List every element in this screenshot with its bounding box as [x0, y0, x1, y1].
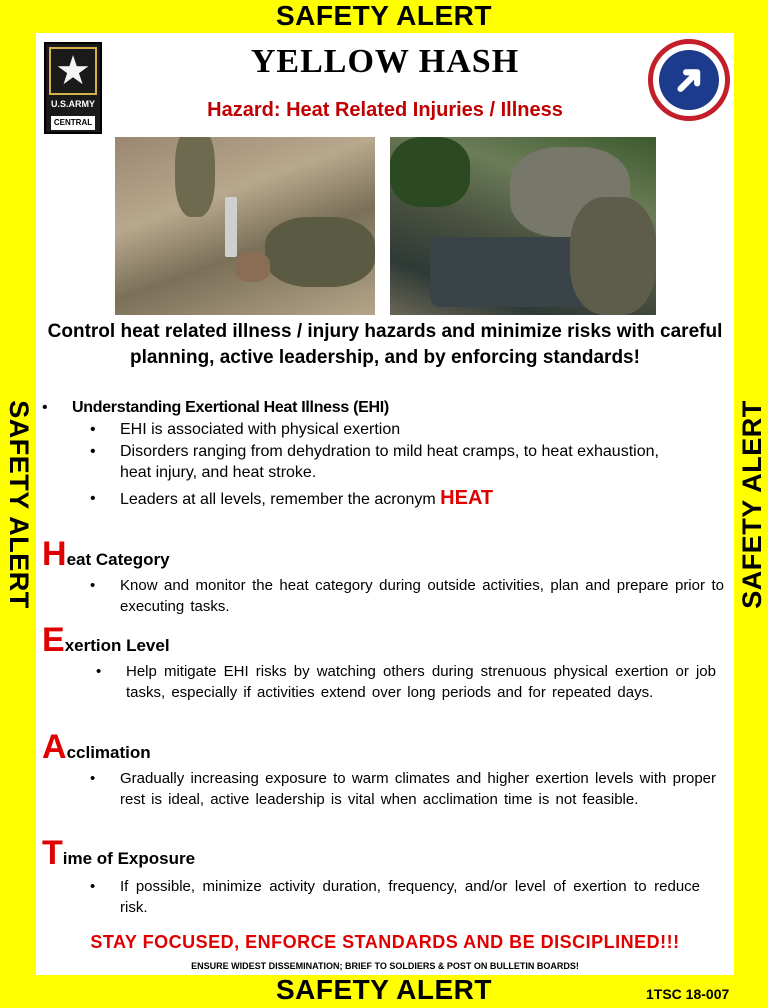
section-text-content: Help mitigate EHI risks by watching others during strenuous physical exertion or job tasks, especially if activities extend over long periods and for repeated days.: [126, 663, 716, 701]
bullet-icon: •: [96, 663, 102, 680]
bullet-icon: •: [90, 878, 96, 895]
footer-dissemination-note: ENSURE WIDEST DISSEMINATION; BRIEF TO SOLDIERS & POST ON BULLETIN BOARDS!: [191, 961, 579, 971]
heat-acronym: HEAT: [440, 487, 494, 509]
section-title: ime of Exposure: [62, 849, 196, 868]
arrow-icon: ➜: [659, 50, 719, 110]
section-letter: A: [42, 728, 67, 766]
hazard-subtitle: Hazard: Heat Related Injuries / Illness: [207, 99, 563, 121]
section-title: xertion Level: [64, 636, 170, 655]
bullet-icon: •: [90, 421, 96, 438]
bullet-icon: •: [90, 443, 96, 460]
footer-callout: STAY FOCUSED, ENFORCE STANDARDS AND BE DISCIPLINED!!!: [90, 932, 680, 952]
ehi-item-text: Disorders ranging from dehydration to mild heat cramps, to heat exhaustion, heat injury, and heat stroke.: [120, 443, 659, 481]
bullet-icon: •: [90, 770, 96, 787]
bullet-icon: •: [90, 577, 96, 594]
section-letter: E: [42, 621, 65, 659]
section-text: [90, 768, 716, 810]
ehi-item-text: Leaders at all levels, remember the acronym: [120, 491, 436, 508]
bottom-banner: SAFETY ALERT: [275, 974, 492, 1005]
section-letter: T: [42, 834, 63, 872]
army-star-icon: ★: [49, 47, 97, 95]
central-logo-text: CENTRAL: [51, 116, 95, 130]
section-letter: H: [42, 535, 67, 573]
section-heading-exertion-level: [42, 623, 170, 657]
ehi-item: [90, 487, 680, 510]
section-heading-time-of-exposure: [42, 836, 195, 870]
section-text-content: Gradually increasing exposure to warm climates and higher exertion levels with proper rest is ideal, active leadership is vital when acclimation time is not feasible.: [120, 770, 716, 808]
section-text: [96, 661, 716, 703]
ehi-item: [90, 441, 680, 483]
section-heading-heat-category: [42, 537, 170, 571]
lead-statement: Control heat related illness / injury hazards and minimize risks with careful planning, active leadership, and by enforcing standards!: [47, 321, 723, 368]
section-text-content: Know and monitor the heat category during outside activities, plan and prepare prior to executing tasks.: [120, 577, 724, 615]
section-title: eat Category: [66, 550, 170, 569]
bullet-icon: •: [42, 399, 48, 416]
section-text-content: If possible, minimize activity duration, frequency, and/or level of exertion to reduce risk.: [120, 878, 700, 916]
section-heading-acclimation: [42, 730, 151, 764]
document-id: 1TSC 18-007: [646, 986, 730, 1002]
bullet-icon: •: [90, 490, 96, 507]
1tsc-unit-logo: [648, 39, 730, 121]
section-title: cclimation: [66, 743, 151, 762]
section-text: [90, 575, 724, 617]
ehi-item: [90, 419, 680, 440]
ehi-heading-text: Understanding Exertional Heat Illness (EHI): [72, 399, 389, 416]
top-banner: SAFETY ALERT: [275, 0, 492, 31]
content-panel: [36, 33, 734, 975]
army-logo-text: U.S.ARMY: [50, 99, 95, 109]
soldier-cooling-photo: [115, 137, 375, 315]
left-side-banner: [1, 384, 35, 624]
section-text: [90, 876, 700, 918]
page-title: YELLOW HASH: [250, 43, 520, 80]
right-side-text: SAFETY ALERT: [736, 399, 767, 609]
soldiers-ice-tub-photo: [390, 137, 656, 315]
ehi-item-text: EHI is associated with physical exertion: [120, 421, 401, 438]
right-side-banner: [735, 384, 768, 624]
left-side-text: SAFETY ALERT: [3, 399, 34, 609]
